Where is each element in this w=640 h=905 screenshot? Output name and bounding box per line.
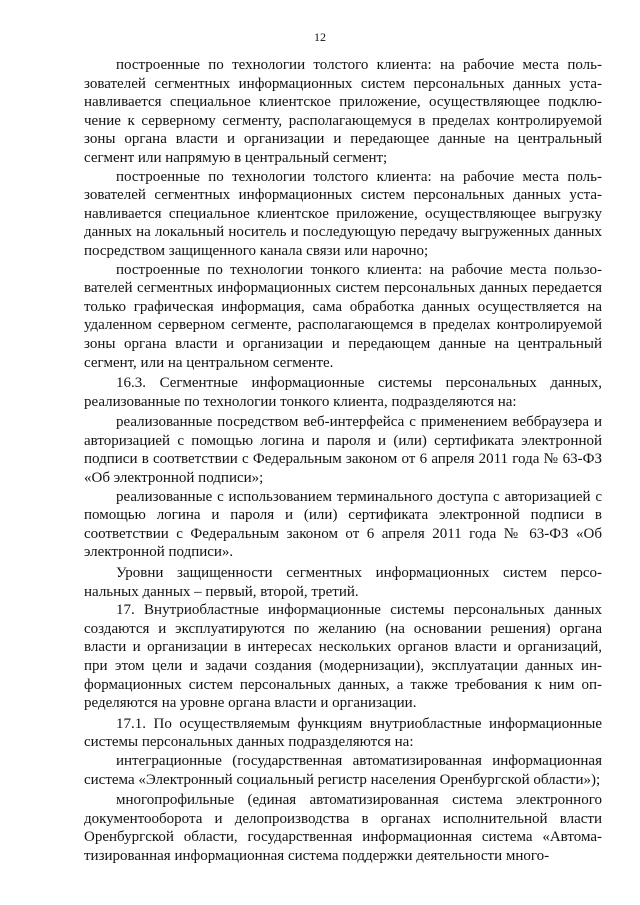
page-number: 12 [314, 30, 326, 44]
paragraph-web-interface: реализованные посредством веб-интерфейса с применением веббраузера и авторизацией с помощью логина и пароля и (или) сертификата электронной подписи в соответствии с Федеральным законом от 6 апреля 2011 года № 63-ФЗ «Об электронной подписи»; [84, 414, 602, 487]
document-body [84, 56, 602, 866]
paragraph-17: 17. Внутриобластные информационные системы персональных данных создаются и эксплуатируются по желанию (на основании решения) органа власти и организации в интересах нескольких органов власти и организаций, при этом цели и задачи создания (модернизации), эксплуатации данных информационных систем персональных данных, а также требования к ним определяются на уровне органа власти и организации. [84, 602, 602, 712]
paragraph-thin-client: построенные по технологии тонкого клиента: на рабочие места пользователей сегментных информационных систем персональных данных передается только графическая информация, сама обработка данных осуществляется на удаленном серверном сегменте, располагающемся в пределах контролируемой зоны органа власти и организации и передающем данные на центральный сегмент, или на центральном сегменте. [84, 261, 602, 371]
paragraph-terminal-access: реализованные с использованием терминального доступа с авторизацией с помощью логина и пароля и (или) сертификата электронной подписи в соответствии с Федеральным законом от 6 апреля 2011 года № 63-ФЗ «Об электронной подписи». [84, 488, 602, 561]
paragraph-17-1: 17.1. По осуществляемым функциям внутриобластные информационные системы персональных данных подразделяются на: [84, 715, 602, 751]
paragraph-protection-levels: Уровни защищенности сегментных информационных систем персональных данных – первый, второй, третий. [84, 565, 602, 600]
paragraph-thick-client-server: построенные по технологии толстого клиента: на рабочие места пользователей сегментных информационных систем персональных данных устанавливается специальное клиентское приложение, осуществляющее подключение к серверному сегменту, располагающемуся в пределах контролируемой зоны органа власти и организации и передающее данные на центральный сегмент или напрямую в центральный сегмент; [84, 57, 602, 166]
paragraph-thick-client-export: построенные по технологии толстого клиента: на рабочие места пользователей сегментных информационных систем персональных данных устанавливается специальное клиентское приложение, осуществляющее выгрузку данных на локальный носитель и последующую передачу выгруженных данных посредством защищенного канала связи или нарочно; [84, 168, 602, 259]
paragraph-multiprofile: многопрофильные (единая автоматизированная система электронного документооборота и делопроизводства в органах исполнительной власти Оренбургской области, государственная информационная система «Автоматизированная информационная система поддержки деятельности много- [84, 792, 602, 864]
paragraph-16-3: 16.3. Сегментные информационные системы персональных данных, реализованные по технологии тонкого клиента, подразделяются на: [84, 375, 602, 410]
paragraph-integration: интеграционные (государственная автоматизированная информационная система «Электронный социальный регистр населения Оренбургской области»); [84, 752, 602, 788]
